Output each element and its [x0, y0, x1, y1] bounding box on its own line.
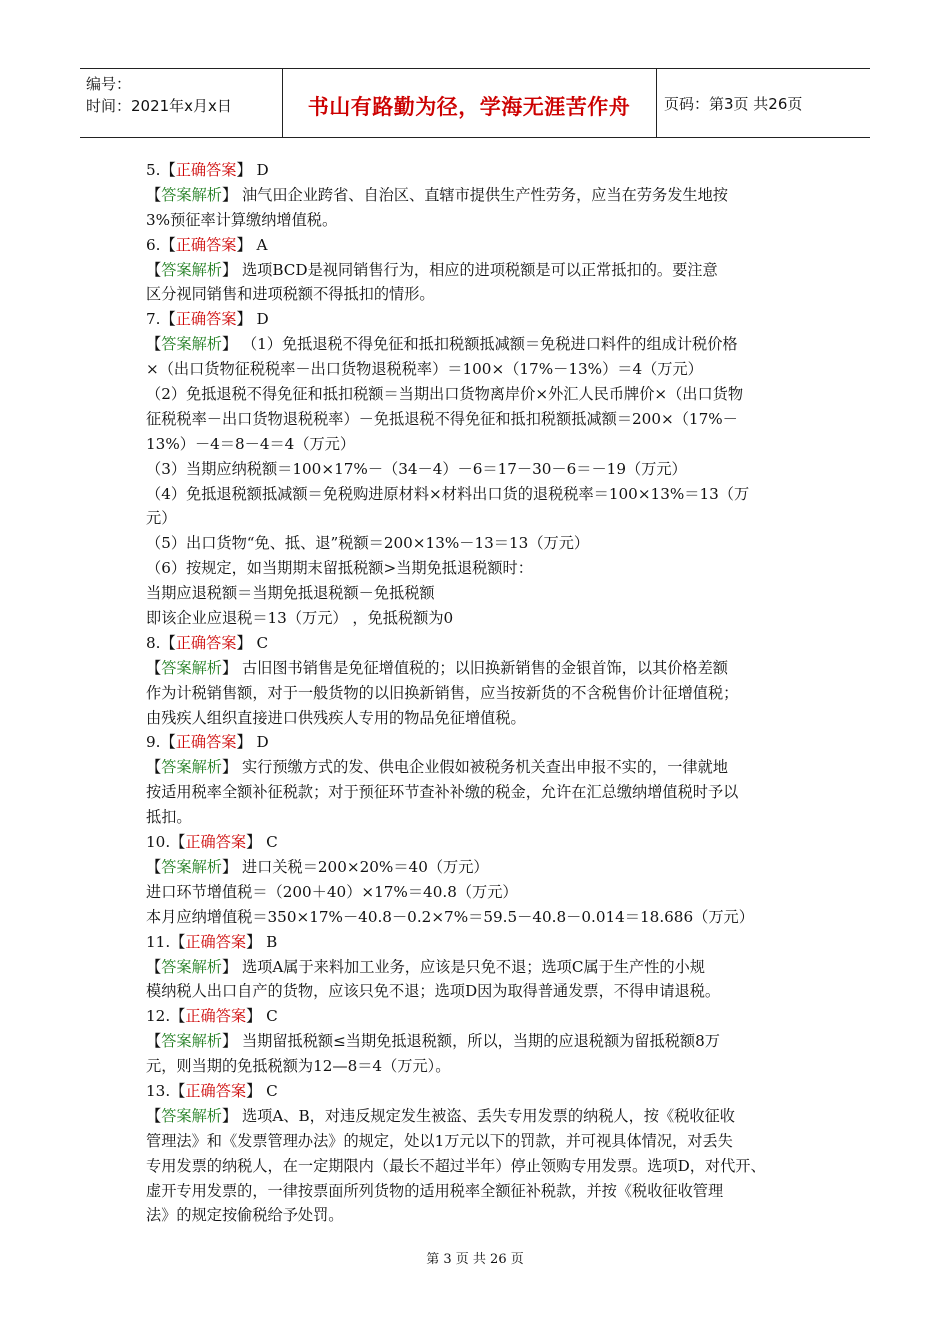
- text-line: 【答案解析】 古旧图书销售是免征增值税的；以旧换新销售的金银首饰，以其价格差额: [146, 658, 728, 677]
- text-line: 8.【正确答案】 C: [146, 633, 269, 652]
- analysis-label: 答案解析: [161, 335, 222, 354]
- text-line: 13.【正确答案】 C: [146, 1081, 278, 1100]
- text-line: 管理法》和《发票管理办法》的规定，处以1万元以下的罚款，并可视具体情况，对丢失: [146, 1131, 733, 1150]
- text-line: （6）按规定，如当期期末留抵税额>当期免抵退税额时：: [146, 559, 533, 578]
- text-line: 【答案解析】 实行预缴方式的发、供电企业假如被税务机关查出申报不实的，一律就地: [146, 758, 728, 777]
- text-line: 即该企业应退税＝13（万元） ，免抵税额为0: [146, 609, 454, 628]
- analysis-label: 答案解析: [161, 185, 222, 204]
- analysis-label: 答案解析: [161, 957, 222, 976]
- page-header: [80, 68, 870, 138]
- text-line: （5）出口货物“免、抵、退”税额＝200×13%－13＝13（万元）: [146, 534, 590, 553]
- text-line: ×（出口货物征税税率－出口货物退税税率）＝100×（17%－13%）＝4（万元）: [146, 360, 703, 379]
- text-line: 模纳税人出口自产的货物，应该只免不退；选项D因为取得普通发票，不得申请退税。: [146, 982, 721, 1001]
- answer-label: 正确答案: [175, 633, 237, 652]
- text-line: 专用发票的纳税人，在一定期限内（最长不超过半年）停止领购专用发票。选项D，对代开、: [146, 1156, 766, 1175]
- text-line: 由残疾人组织直接进口供残疾人专用的物品免征增值税。: [146, 708, 526, 727]
- text-line: 本月应纳增值税＝350×17%－40.8－0.2×7%＝59.5－40.8－0.014＝18.686（万元）: [146, 907, 754, 926]
- date-label: 时间：2021年x月x日: [86, 97, 232, 115]
- answer-label: 正确答案: [175, 161, 237, 179]
- text-line: 9.【正确答案】 D: [146, 733, 269, 752]
- text-line: 6.【正确答案】 A: [146, 235, 268, 254]
- answer-label: 正确答案: [175, 235, 237, 254]
- text-line: 【答案解析】 选项A属于来料加工业务，应该是只免不退；选项C属于生产性的小规: [146, 957, 705, 976]
- text-line: 法》的规定按偷税给予处罚。: [146, 1206, 344, 1225]
- text-line: 【答案解析】 选项A、B，对违反规定发生被盗、丢失专用发票的纳税人，按《税收征收: [146, 1106, 735, 1125]
- text-line: 12.【正确答案】 C: [146, 1007, 278, 1026]
- text-line: 11.【正确答案】 B: [146, 932, 278, 951]
- text-line: （2）免抵退税不得免征和抵扣税额＝当期出口货物离岸价×外汇人民币牌价×（出口货物: [146, 385, 744, 404]
- answer-label: 正确答案: [175, 310, 237, 329]
- text-line: 当期应退税额＝当期免抵退税额－免抵税额: [146, 584, 435, 603]
- text-line: 抵扣。: [146, 808, 192, 827]
- analysis-label: 答案解析: [161, 1032, 222, 1051]
- text-line: 征税税率－出口货物退税税率）－免抵退税不得免征和抵扣税额抵减额＝200×（17%－: [146, 409, 738, 428]
- text-line: 5.【正确答案】 D: [146, 161, 269, 179]
- serial-label: 编号：: [86, 75, 132, 93]
- text-line: （4）免抵退税额抵减额＝免税购进原材料×材料出口货的退税税率＝100×13%＝13（万: [146, 484, 750, 503]
- answer-label: 正确答案: [175, 733, 237, 752]
- text-line: 7.【正确答案】 D: [146, 310, 269, 329]
- answer-content: [146, 158, 816, 1228]
- header-page-label: 页码：第3页 共26页: [664, 95, 803, 113]
- analysis-label: 答案解析: [161, 857, 222, 876]
- analysis-label: 答案解析: [161, 658, 222, 677]
- text-line: 【答案解析】 当期留抵税额≤当期免抵退税额，所以，当期的应退税额为留抵税额8万: [146, 1032, 720, 1051]
- answer-label: 正确答案: [185, 833, 247, 852]
- text-line: 元，则当期的免抵税额为12—8＝4（万元）。: [146, 1057, 451, 1076]
- answer-label: 正确答案: [185, 1007, 247, 1026]
- text-line: 【答案解析】 选项BCD是视同销售行为，相应的进项税额是可以正常抵扣的。要注意: [146, 260, 718, 279]
- header-divider: [656, 69, 657, 137]
- header-motto: 书山有路勤为径，学海无涯苦作舟: [307, 95, 631, 119]
- text-line: 进口环节增值税＝（200＋40）×17%＝40.8（万元）: [146, 882, 518, 901]
- text-line: 作为计税销售额，对于一般货物的以旧换新销售，应当按新货的不含税售价计征增值税；: [146, 683, 739, 702]
- answer-label: 正确答案: [185, 1081, 247, 1100]
- text-line: 虚开专用发票的，一律按票面所列货物的适用税率全额征补税款，并按《税收征收管理: [146, 1181, 724, 1200]
- page-footer: 第 3 页 共 26 页: [426, 1252, 524, 1267]
- analysis-label: 答案解析: [161, 1106, 222, 1125]
- analysis-label: 答案解析: [161, 758, 222, 777]
- text-line: 【答案解析】 油气田企业跨省、自治区、直辖市提供生产性劳务，应当在劳务发生地按: [146, 185, 728, 204]
- text-line: （3）当期应纳税额＝100×17%－（34－4）－6＝17－30－6＝－19（万元）: [146, 459, 687, 478]
- analysis-label: 答案解析: [161, 260, 222, 279]
- text-line: 区分视同销售和进项税额不得抵扣的情形。: [146, 285, 435, 304]
- text-line: 【答案解析】 进口关税＝200×20%＝40（万元）: [146, 857, 489, 876]
- text-line: 10.【正确答案】 C: [146, 833, 278, 852]
- header-meta: [86, 73, 282, 117]
- answer-label: 正确答案: [185, 932, 247, 951]
- text-line: 13%）－4＝8－4＝4（万元）: [146, 434, 356, 453]
- text-line: 3%预征率计算缴纳增值税。: [146, 210, 338, 229]
- text-line: 按适用税率全额补征税款；对于预征环节查补补缴的税金，允许在汇总缴纳增值税时予以: [146, 783, 739, 802]
- text-line: 【答案解析】 （1）免抵退税不得免征和抵扣税额抵减额＝免税进口料件的组成计税价格: [146, 335, 738, 354]
- text-line: 元）: [146, 509, 177, 528]
